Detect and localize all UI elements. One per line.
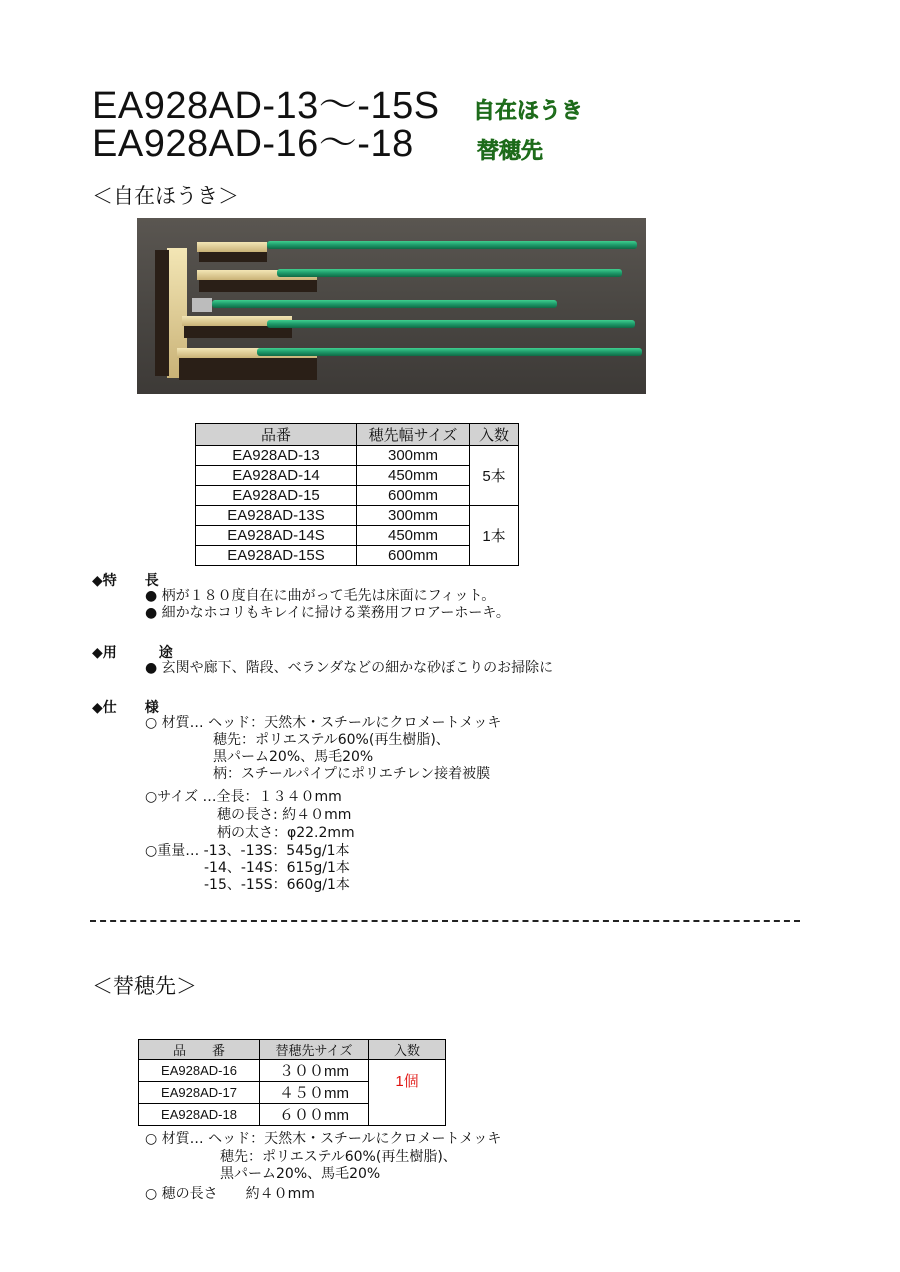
table-cell-size: 600mm	[357, 546, 470, 566]
col-header-size: 穂先幅サイズ	[357, 424, 470, 446]
table-cell-size: 300mm	[357, 446, 470, 466]
spec-material: 穂先：ポリエステル60%(再生樹脂)、	[213, 732, 450, 748]
spec-size: 柄の太さ：φ22.2mm	[217, 825, 355, 841]
table-cell-qty: 1個	[369, 1060, 446, 1126]
table-cell-code: EA928AD-13S	[196, 506, 357, 526]
dashed-divider	[90, 920, 800, 922]
spec-material: 柄：スチールパイプにポリエチレン接着被膜	[213, 766, 491, 782]
col-header-qty: 入数	[369, 1040, 446, 1060]
refill-material: 黒パーム20%、馬毛20%	[220, 1166, 381, 1182]
table-cell-size: ４５０mm	[260, 1082, 369, 1104]
table-cell-size: ６００mm	[260, 1104, 369, 1126]
section-heading-refill: ＜替穂先＞	[92, 974, 197, 998]
refill-spec-table	[138, 1039, 446, 1126]
broom-1	[197, 241, 637, 262]
spec-size: 穂の長さ: 約４０mm	[217, 807, 352, 823]
table-cell-code: EA928AD-18	[139, 1104, 260, 1126]
col-header-code: 品番	[196, 424, 357, 446]
usage-label: ◆用 途	[92, 645, 173, 661]
spec-size: ○サイズ …全長：１３４０mm	[145, 789, 342, 805]
feature-item: ● 柄が１８０度自在に曲がって毛先は床面にフィット。	[145, 588, 496, 604]
table-cell-size: 450mm	[357, 466, 470, 486]
spec-weight: ○重量… -13、-13S：545g/1本	[145, 843, 350, 859]
table-row	[196, 506, 519, 526]
broom-2	[197, 269, 622, 292]
product-title: 自在ほうき	[473, 99, 584, 124]
table-cell-size: 600mm	[357, 486, 470, 506]
table-cell-code: EA928AD-15	[196, 486, 357, 506]
spec-weight: -14、-14S：615g/1本	[204, 860, 350, 876]
table-cell-qty: 1本	[470, 506, 519, 566]
spec-material: ○ 材質… ヘッド：天然木・スチールにクロメートメッキ	[145, 715, 502, 731]
table-cell-code: EA928AD-14	[196, 466, 357, 486]
broom-5	[177, 348, 642, 380]
table-cell-code: EA928AD-14S	[196, 526, 357, 546]
refill-material: 穂先：ポリエステル60%(再生樹脂)、	[220, 1149, 457, 1165]
col-header-code: 品 番	[139, 1040, 260, 1060]
table-cell-size: ３００mm	[260, 1060, 369, 1082]
refill-title: 替穂先	[477, 139, 544, 164]
section-heading-broom: ＜自在ほうき＞	[92, 184, 239, 208]
table-cell-code: EA928AD-13	[196, 446, 357, 466]
table-cell-code: EA928AD-16	[139, 1060, 260, 1082]
table-cell-size: 450mm	[357, 526, 470, 546]
table-row	[196, 446, 519, 466]
standing-broom-bristles	[155, 250, 169, 376]
table-cell-code: EA928AD-15S	[196, 546, 357, 566]
refill-material: ○ 材質… ヘッド：天然木・スチールにクロメートメッキ	[145, 1131, 502, 1147]
features-label: ◆特 長	[92, 573, 159, 589]
model-range-line-2: EA928AD-16～-18	[92, 123, 414, 165]
broom-spec-table	[195, 423, 519, 566]
model-range-line-1: EA928AD-13～-15S	[92, 85, 440, 127]
broom-3	[192, 298, 557, 312]
table-cell-qty: 5本	[470, 446, 519, 506]
broom-4	[182, 316, 635, 338]
table-cell-code: EA928AD-17	[139, 1082, 260, 1104]
col-header-size: 替穂先サイズ	[260, 1040, 369, 1060]
usage-item: ● 玄関や廊下、階段、ベランダなどの細かな砂ぼこりのお掃除に	[145, 660, 554, 676]
col-header-qty: 入数	[470, 424, 519, 446]
table-row	[139, 1060, 446, 1082]
spec-weight: -15、-15S：660g/1本	[204, 877, 350, 893]
specs-label: ◆仕 様	[92, 700, 159, 716]
table-cell-size: 300mm	[357, 506, 470, 526]
refill-length: ○ 穂の長さ 約４０mm	[145, 1186, 315, 1202]
brooms-illustration	[137, 218, 646, 394]
product-photo	[137, 218, 646, 394]
feature-item: ● 細かなホコリもキレイに掃ける業務用フロアーホーキ。	[145, 605, 510, 621]
spec-material: 黒パーム20%、馬毛20%	[213, 749, 374, 765]
